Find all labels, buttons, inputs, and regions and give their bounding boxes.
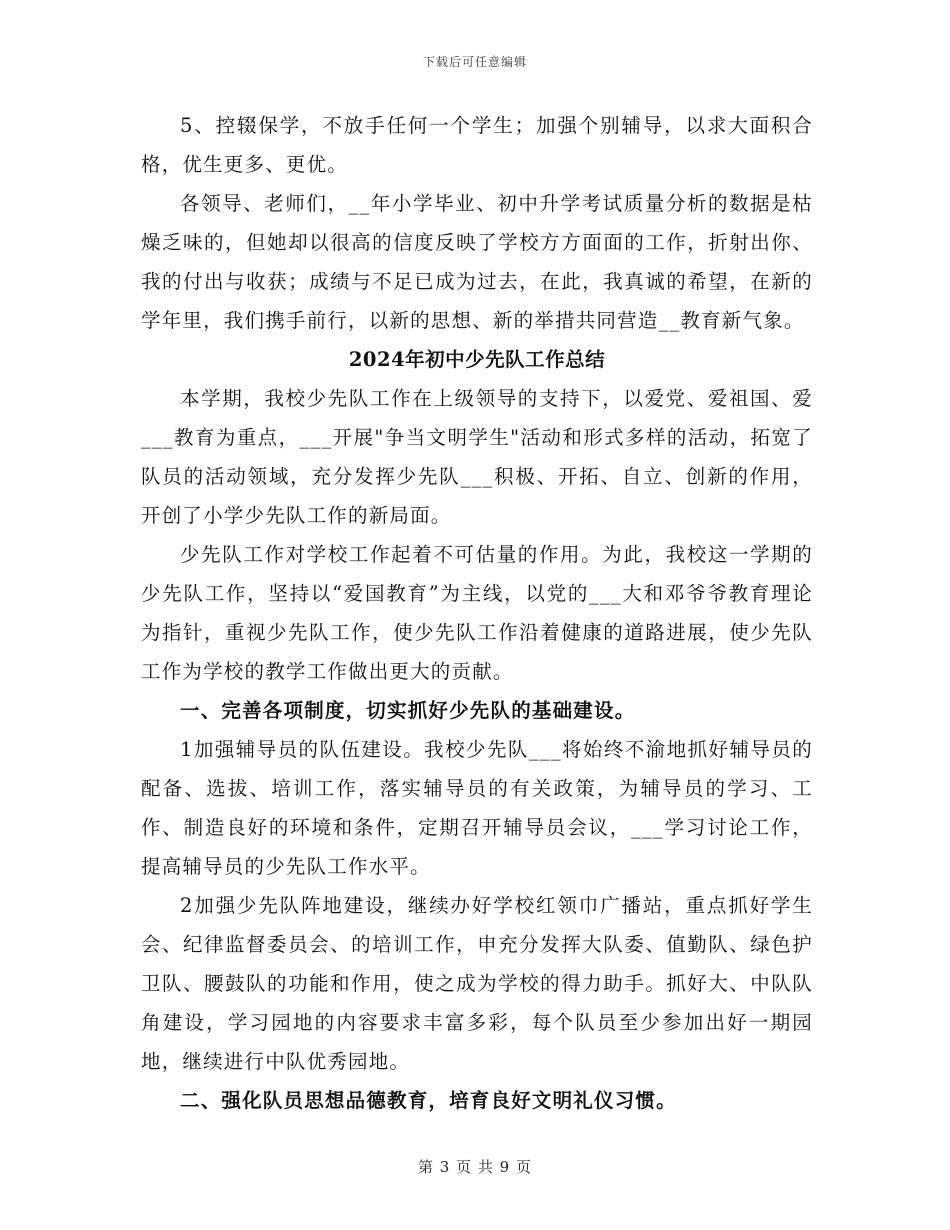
paragraph-position-building: 2加强少先队阵地建设，继续办好学校红领巾广播站，重点抓好学生会、纪律监督委员会、的培训工作，申充分发挥大队委、值勤队、绿色护卫队、腰鼓队的功能和作用，使之成为学校的得力助手。抓好大、中队队角建设，学习园地的内容要求丰富多彩，每个队员至少参加出好一期园地，继续进行中队优秀园地。	[141, 894, 813, 1073]
document-body	[141, 106, 813, 1120]
page-number: 第 3 页 共 9 页	[418, 1158, 532, 1176]
section-title: 2024年初中少先队工作总结	[348, 348, 606, 371]
paragraph-counselor-team: 1加强辅导员的队伍建设。我校少先队___将始终不渝地抓好辅导员的配备、选拔、培训工作，落实辅导员的有关政策，为辅导员的学习、工作、制造良好的环境和条件，定期召开辅导员会议，___学习讨论工作，提高辅导员的少先队工作水平。	[141, 738, 813, 878]
heading-two: 二、强化队员思想品德教育，培育良好文明礼仪习惯。	[180, 1089, 677, 1112]
paragraph-closing-remarks: 各领导、老师们，__年小学毕业、初中升学考试质量分析的数据是枯燥乏味的，但她却以很高的信度反映了学校方方面面的工作，折射出你、我的付出与收获；成绩与不足已成为过去，在此，我真诚的希望，在新的学年里，我们携手前行，以新的思想、新的举措共同营造__教育新气象。	[141, 192, 813, 332]
heading-one: 一、完善各项制度，切实抓好少先队的基础建设。	[180, 699, 636, 722]
paragraph-intro: 本学期，我校少先队工作在上级领导的支持下，以爱党、爱祖国、爱___教育为重点，___开展"争当文明学生"活动和形式多样的活动，拓宽了队员的活动领域，充分发挥少先队___积极、开拓、自立、创新的作用，开创了小学少先队工作的新局面。	[141, 387, 813, 527]
download-note: 下载后可任意编辑	[422, 55, 527, 69]
paragraph-retention: 5、控辍保学，不放手任何一个学生；加强个别辅导，以求大面积合格，优生更多、更优。	[141, 114, 813, 176]
paragraph-importance: 少先队工作对学校工作起着不可估量的作用。为此，我校这一学期的少先队工作，坚持以“爱国教育”为主线，以党的___大和邓爷爷教育理论为指针，重视少先队工作，使少先队工作沿着健康的道路进展，使少先队工作为学校的教学工作做出更大的贡献。	[141, 543, 813, 683]
